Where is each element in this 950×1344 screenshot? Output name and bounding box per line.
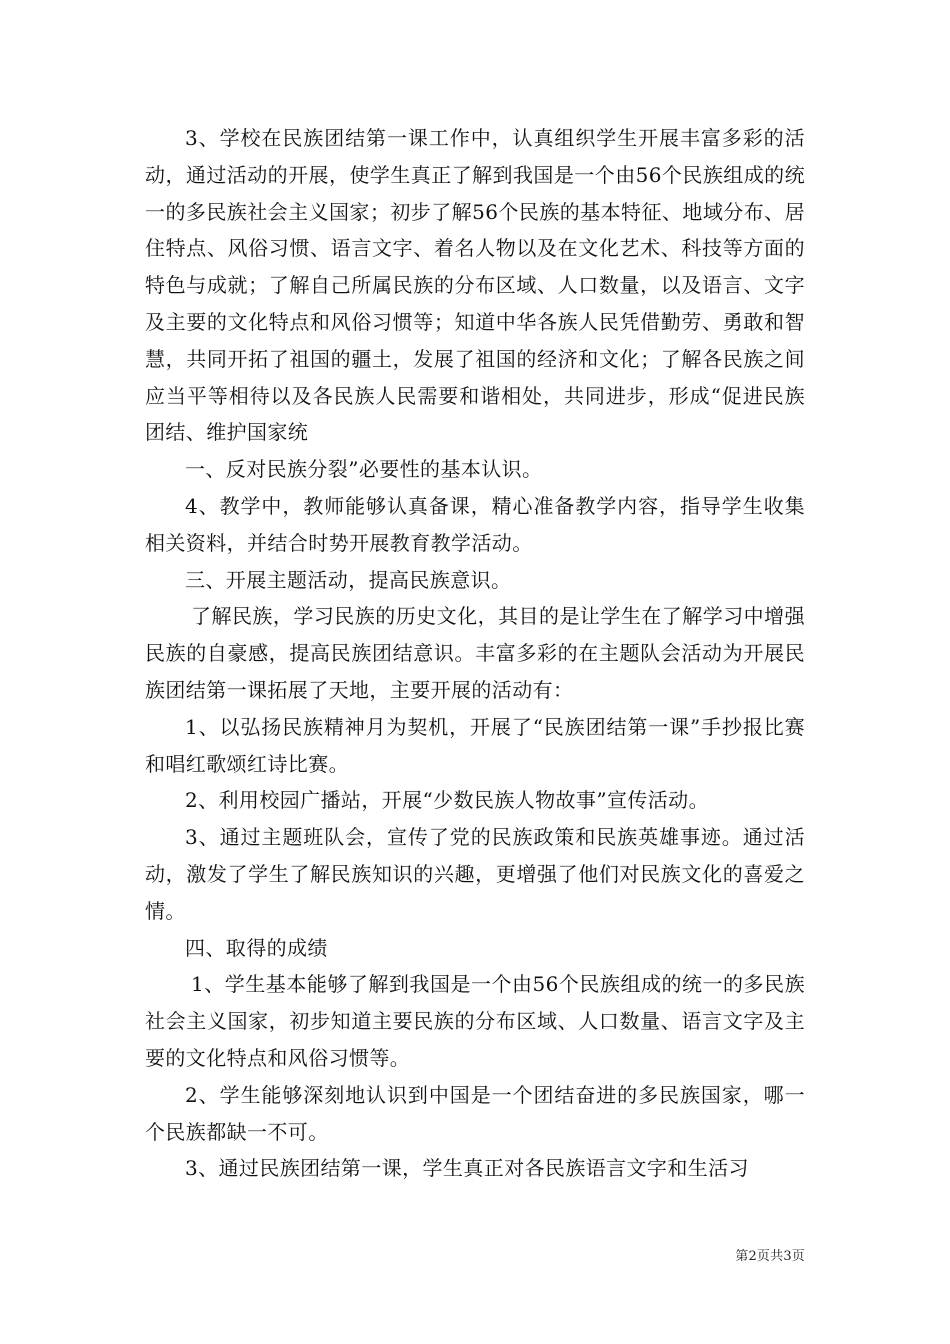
- paragraph: 2、学生能够深刻地认识到中国是一个团结奋进的多民族国家，哪一个民族都缺一不可。: [145, 1082, 805, 1144]
- paragraph: 4、教学中，教师能够认真备课，精心准备教学内容，指导学生收集相关资料，并结合时势开展教育教学活动。: [145, 493, 805, 555]
- section-heading: 三、开展主题活动，提高民族意识。: [185, 567, 512, 592]
- paragraph: 2、利用校园广播站，开展“少数民族人物故事”宣传活动。: [185, 788, 709, 813]
- paragraph: 了解民族，学习民族的历史文化，其目的是让学生在了解学习中增强民族的自豪感，提高民族团结意识。丰富多彩的在主题队会活动为开展民族团结第一课拓展了天地，主要开展的活动有：: [145, 604, 805, 702]
- paragraph: 3、学校在民族团结第一课工作中，认真组织学生开展丰富多彩的活动，通过活动的开展，使学生真正了解到我国是一个由56个民族组成的统一的多民族社会主义国家；初步了解56个民族的基本特征、地域分布、居住特点、风俗习惯、语言文字、着名人物以及在文化艺术、科技等方面的特色与成就；了解自己所属民族的分布区域、人口数量，以及语言、文字及主要的文化特点和风俗习惯等；知道中华各族人民凭借勤劳、勇敢和智慧，共同开拓了祖国的疆土，发展了祖国的经济和文化；了解各民族之间应当平等相待以及各民族人民需要和谐相处，共同进步，形成“促进民族团结、维护国家统: [145, 126, 805, 445]
- section-heading: 四、取得的成绩: [185, 935, 328, 960]
- paragraph: 3、通过主题班队会，宣传了党的民族政策和民族英雄事迹。通过活动，激发了学生了解民族知识的兴趣，更增强了他们对民族文化的喜爱之情。: [145, 825, 805, 923]
- paragraph: 1、以弘扬民族精神月为契机，开展了“民族团结第一课”手抄报比赛和唱红歌颂红诗比赛。: [145, 714, 805, 776]
- paragraph: 1、学生基本能够了解到我国是一个由56个民族组成的统一的多民族社会主义国家，初步知道主要民族的分布区域、人口数量、语言文字及主要的文化特点和风俗习惯等。: [145, 972, 805, 1070]
- paragraph: 一、反对民族分裂”必要性的基本认识。: [185, 457, 543, 482]
- page-number: 第2页共3页: [735, 1249, 805, 1264]
- document-body: [145, 120, 805, 1187]
- paragraph: 3、通过民族团结第一课，学生真正对各民族语言文字和生活习: [185, 1156, 749, 1181]
